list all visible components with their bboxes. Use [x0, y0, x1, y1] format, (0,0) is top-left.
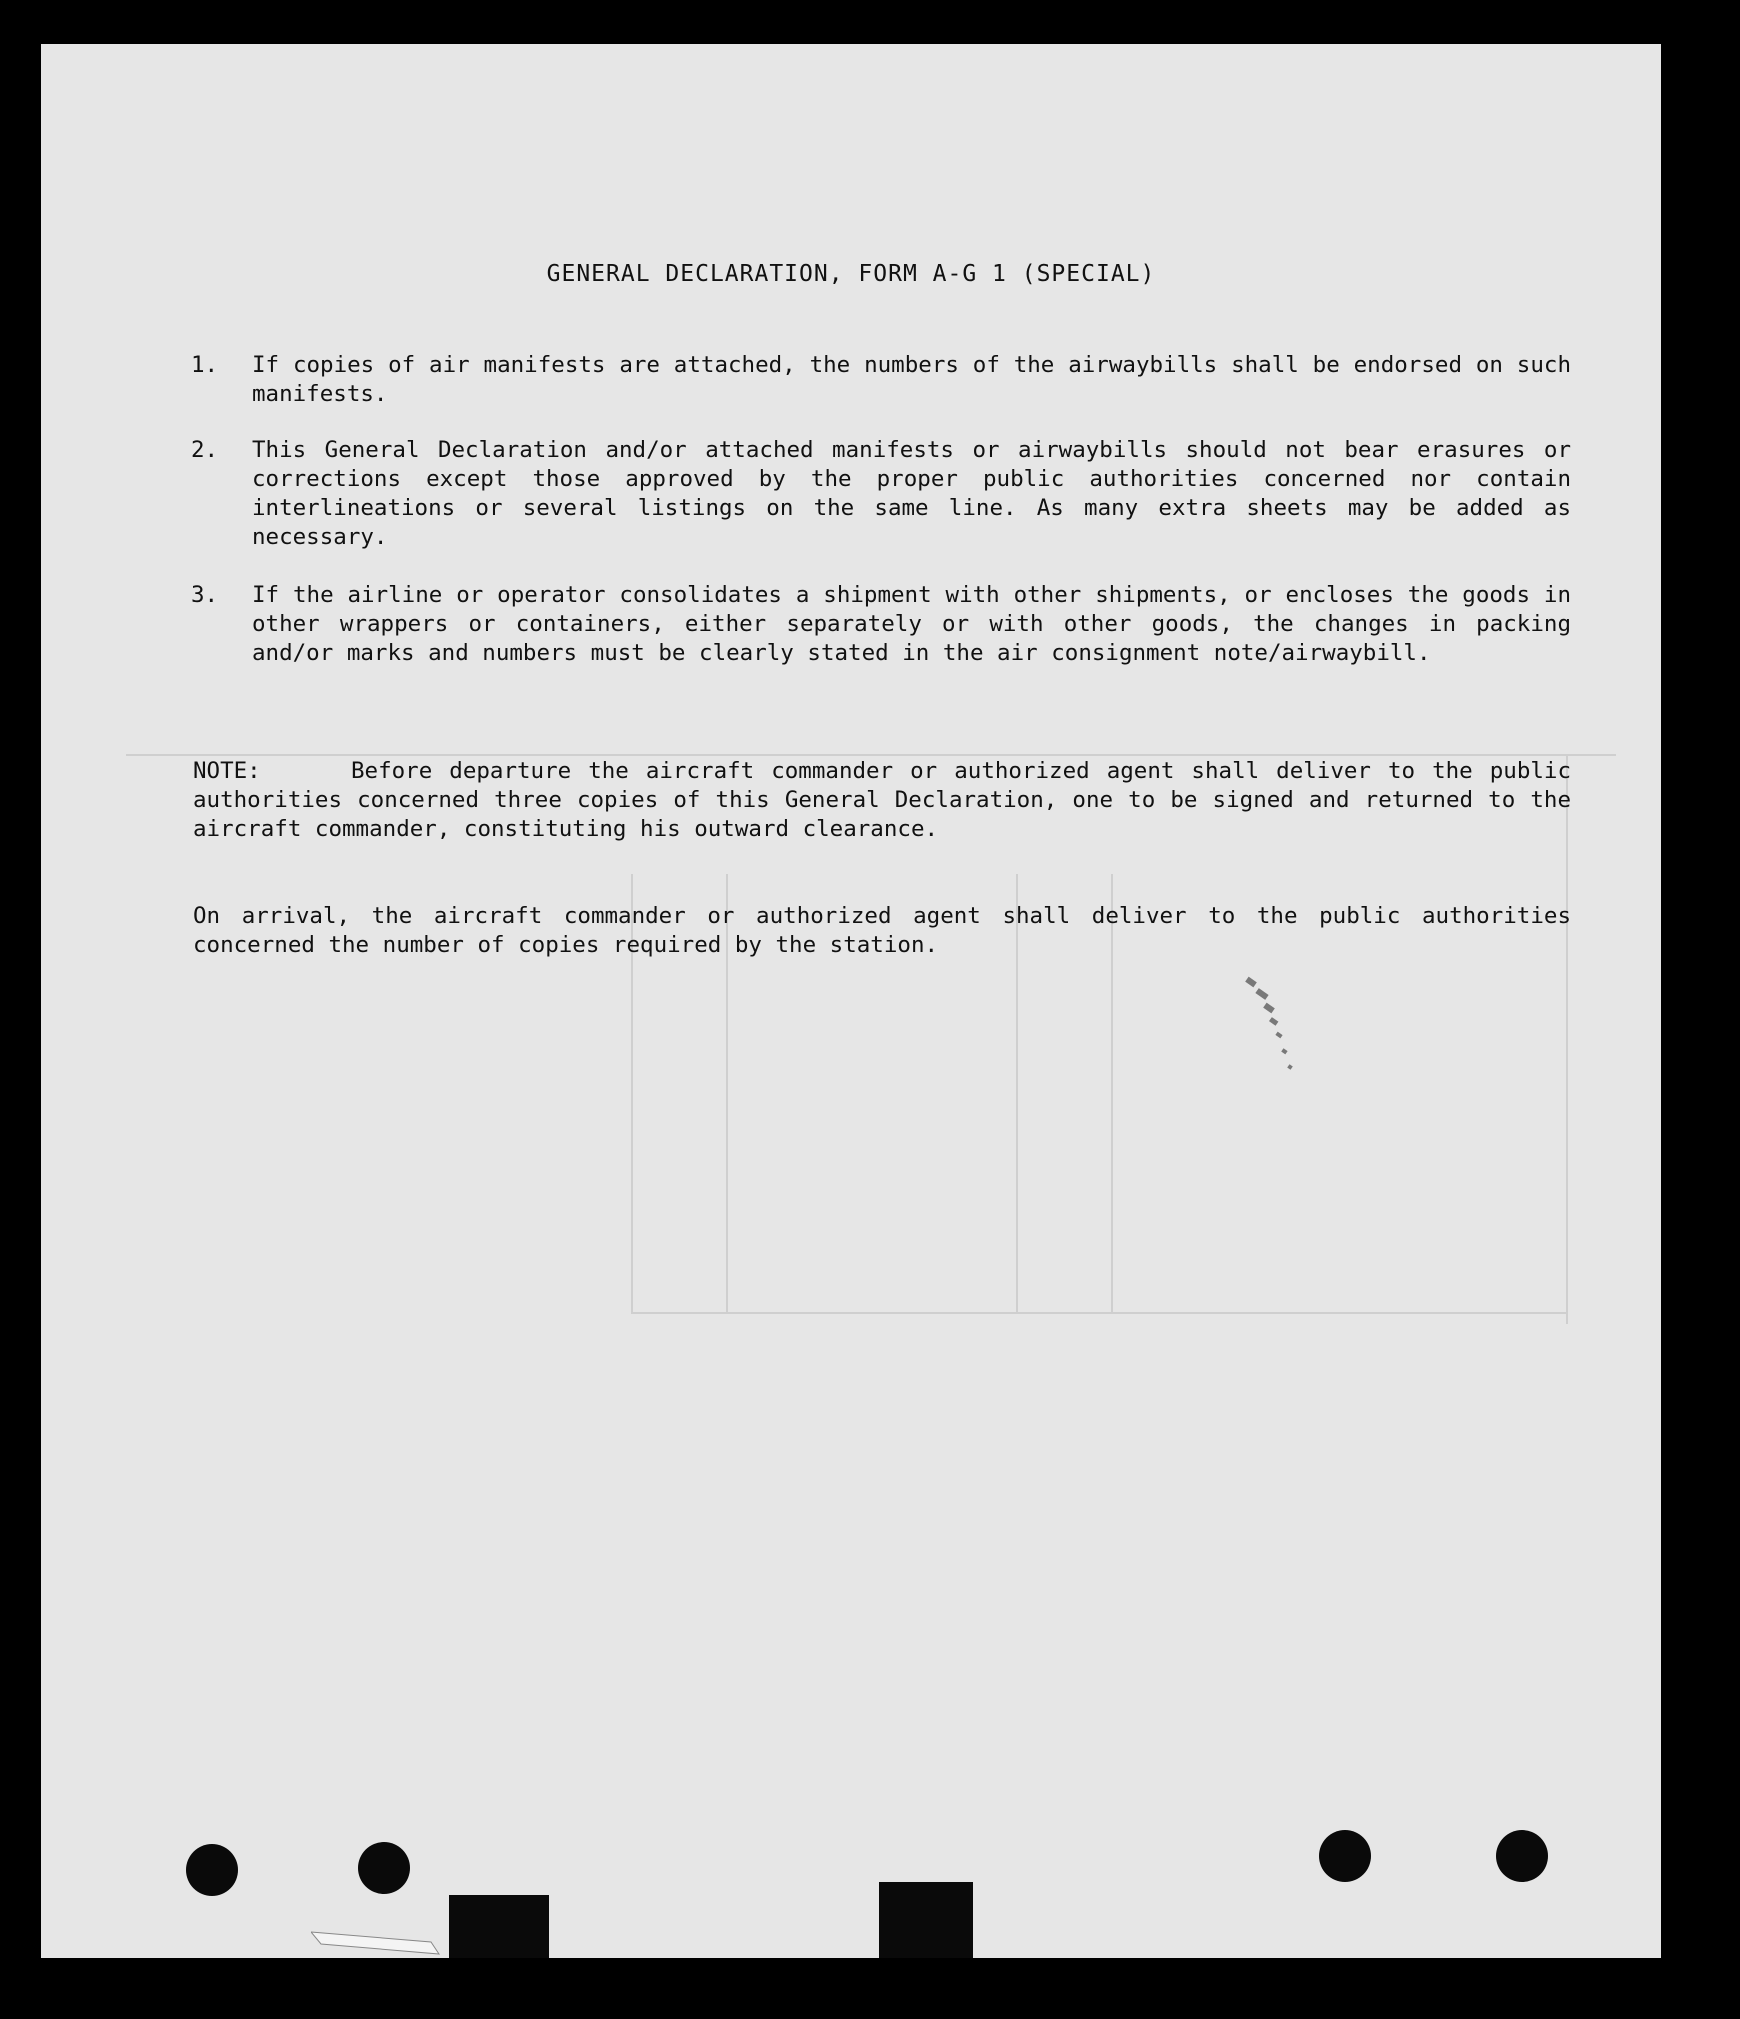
- stamp-mark: [1226, 969, 1316, 1099]
- list-item: [191, 436, 1571, 552]
- page-title: GENERAL DECLARATION, FORM A-G 1 (SPECIAL): [546, 261, 1156, 287]
- list-item-text: If the airline or operator consolidates a shipment with other shipments, or encloses the goods in other wrappers or containers, either separately or with other goods, the changes in packing and/or marks and numbers must be clearly stated in the air consignment note/airwaybill.: [252, 582, 1571, 666]
- list-item: [191, 581, 1571, 668]
- document-page: [41, 44, 1661, 1958]
- list-item-number: 2.: [191, 437, 219, 463]
- punch-hole: [358, 1842, 410, 1894]
- arrival-paragraph: On arrival, the aircraft commander or authorized agent shall deliver to the public authorities concerned the number of copies required by the station.: [193, 903, 1571, 958]
- note-paragraph: [193, 757, 1571, 844]
- note-text: Before departure the aircraft commander or authorized agent shall deliver to the public authorities concerned three copies of this General Declaration, one to be signed and returned to the aircraft commander, constituting his outward clearance.: [193, 758, 1571, 842]
- list-item-number: 3.: [191, 582, 219, 608]
- list-item: [191, 351, 1571, 409]
- punch-hole: [186, 1844, 238, 1896]
- bleed-through-rule: [631, 1312, 1568, 1314]
- list-item-number: 1.: [191, 352, 219, 378]
- binding-tear: [449, 1895, 549, 1958]
- note-label: NOTE:: [193, 758, 261, 784]
- bleed-through-rule: [126, 754, 1616, 756]
- punch-hole: [1319, 1830, 1371, 1882]
- punch-hole: [1496, 1830, 1548, 1882]
- binding-tear: [879, 1882, 973, 1958]
- list-item-text: If copies of air manifests are attached, the numbers of the airwaybills shall be endorsed on such manifests.: [252, 352, 1571, 407]
- torn-paper-scrap: [311, 1928, 441, 1958]
- list-item-text: This General Declaration and/or attached manifests or airwaybills should not bear erasures or corrections except those approved by the proper public authorities concerned nor contain interlineations or several listings on the same line. As many extra sheets may be added as necessary.: [252, 437, 1571, 550]
